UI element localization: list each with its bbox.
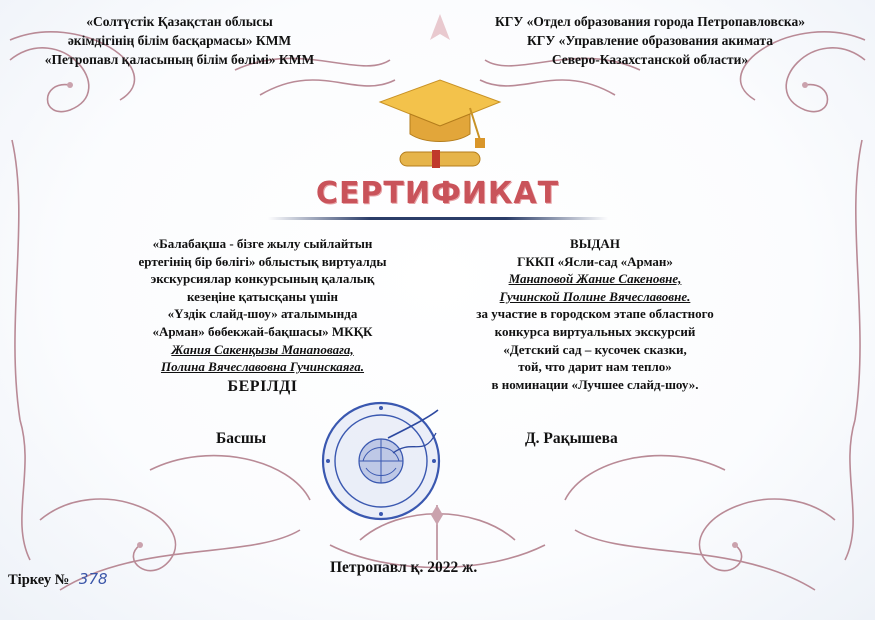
kazakh-line: «Балабақша - бізге жылу сыйлайтын (152, 236, 373, 251)
title-divider (268, 217, 608, 220)
header-right-line: КГУ «Управление образования акимата (527, 33, 773, 48)
header-left-line: «Петропавл қаласының білім бөлімі» КММ (44, 52, 315, 67)
recipient-name: Полина Вячеславовна Гучинскаяға. (160, 359, 365, 375)
place-date: Петропавл қ. 2022 ж. (330, 559, 478, 576)
signatory-name: Д. Рақышева (525, 430, 618, 447)
kazakh-line: кезеңіне қатысқаны үшін (187, 288, 338, 304)
recipient-name: Жания Сакенқызы Манаповаға, (171, 341, 354, 357)
header-left (22, 12, 337, 69)
header-right-line: КГУ «Отдел образования города Петропавловска» (495, 14, 805, 29)
header-left-line: «Солтүстік Қазақстан облысы (86, 14, 273, 29)
recipient-name: Манаповой Жание Сакеновне, (508, 271, 682, 287)
registration-number (8, 570, 108, 589)
registration-value: 378 (78, 570, 108, 588)
russian-line: в номинации «Лучшее слайд-шоу». (491, 376, 699, 392)
kazakh-line: «Арман» бөбекжай-бақшасы» МКҚК (152, 323, 373, 339)
organization-name: ГККП «Ясли-сад «Арман» (517, 253, 673, 269)
russian-line: конкурса виртуальных экскурсий (494, 323, 696, 339)
issued-label: ВЫДАН (570, 236, 620, 251)
kazakh-line: экскурсиялар конкурсының қалалық (150, 271, 375, 287)
official-seal-icon (318, 398, 444, 524)
header-right (460, 12, 840, 69)
kazakh-text-block (110, 235, 415, 395)
awarded-label: БЕРІЛДІ (227, 377, 298, 395)
russian-text-block (430, 235, 760, 393)
recipient-name: Гучинской Полине Вячеславовне. (499, 288, 691, 304)
russian-line: той, что дарит нам тепло» (518, 359, 672, 375)
signatory-role: Басшы (216, 430, 267, 447)
certificate-title: СЕРТИФИКАТ (315, 176, 560, 211)
header-right-line: Северо-Казахстанской области» (551, 52, 749, 67)
russian-line: «Детский сад – кусочек сказки, (503, 341, 687, 357)
kazakh-line: ертегінің бір бөлігі» облыстық виртуалды (138, 253, 387, 269)
russian-line: за участие в городском этапе областного (476, 306, 714, 322)
kazakh-line: «Үздік слайд-шоу» аталымында (167, 306, 358, 322)
registration-label: Тіркеу № (8, 572, 70, 588)
header-left-line: әкімдігінің білім басқармасы» КММ (67, 33, 292, 48)
